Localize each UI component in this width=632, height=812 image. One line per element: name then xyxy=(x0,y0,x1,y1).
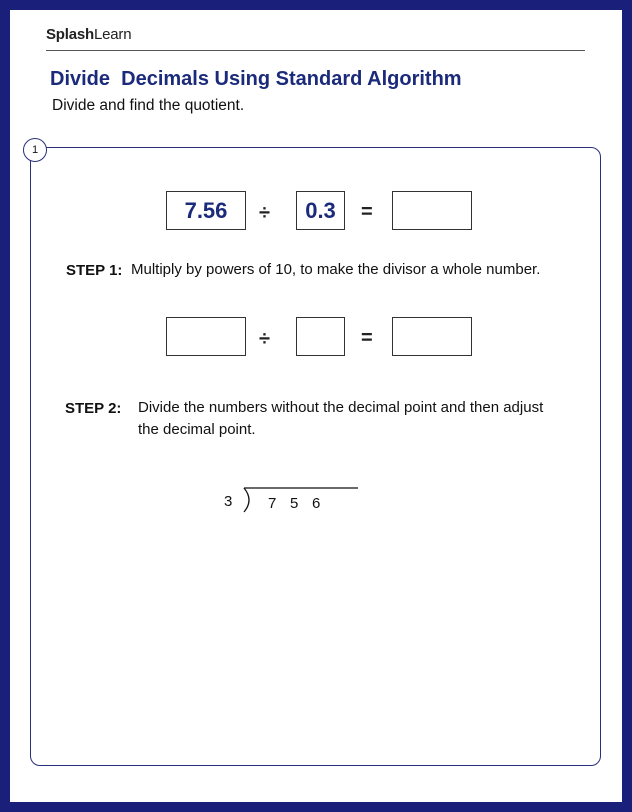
step1-text: Multiply by powers of 10, to make the divisor a whole number. xyxy=(131,261,541,278)
header-divider xyxy=(46,50,585,51)
long-division-bracket xyxy=(242,486,360,516)
long-division-divisor: 3 xyxy=(224,493,233,510)
divisor-box: 0.3 xyxy=(296,191,345,230)
step1-dividend-box[interactable] xyxy=(166,317,246,356)
brand-regular: Learn xyxy=(93,26,132,43)
worksheet-instructions: Divide and find the quotient. xyxy=(52,97,245,114)
step2-text-line2: the decimal point. xyxy=(138,421,256,438)
step2-text-line1: Divide the numbers without the decimal point and then adjust xyxy=(138,399,544,416)
dividend-box: 7.56 xyxy=(166,191,246,230)
step1-equals-symbol: = xyxy=(361,327,373,349)
question-number-badge: 1 xyxy=(23,138,47,162)
long-division-digit: 5 xyxy=(290,495,299,512)
quotient-answer-box[interactable] xyxy=(392,191,472,230)
equals-symbol: = xyxy=(361,201,373,223)
long-division-digit: 7 xyxy=(268,495,277,512)
worksheet-title: Divide Decimals Using Standard Algorithm xyxy=(50,68,462,90)
long-division-digit: 6 xyxy=(312,495,321,512)
brand-bold: Splash xyxy=(46,26,94,43)
step1-label: STEP 1: xyxy=(66,262,123,279)
step2-label: STEP 2: xyxy=(65,400,122,417)
step1-quotient-box[interactable] xyxy=(392,317,472,356)
divide-symbol: ÷ xyxy=(259,202,270,224)
worksheet-page xyxy=(10,10,622,802)
step1-divide-symbol: ÷ xyxy=(259,328,270,350)
question-card xyxy=(30,147,601,766)
brand-logo xyxy=(46,26,131,43)
step1-divisor-box[interactable] xyxy=(296,317,345,356)
